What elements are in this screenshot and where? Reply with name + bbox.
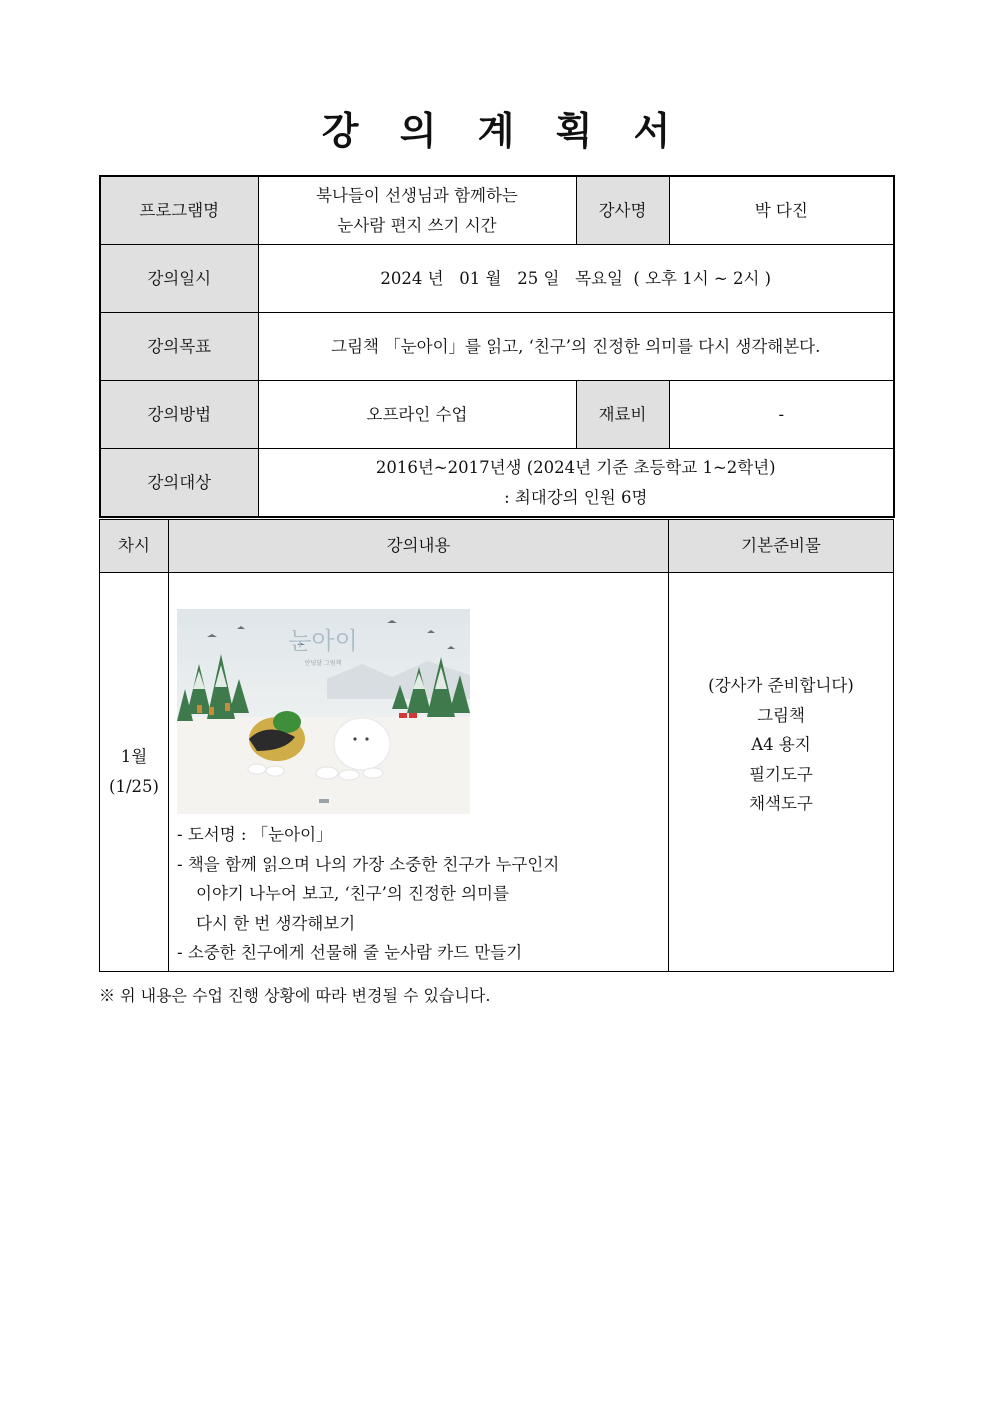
program-line2: 눈사람 편지 쓰기 시간 <box>337 215 497 235</box>
session-row <box>100 573 894 972</box>
bullet-read-together-cont2: 다시 한 번 생각해보기 <box>196 913 356 933</box>
goal-row <box>100 313 894 381</box>
session-date: (1/25) <box>109 777 159 796</box>
materials-cell <box>669 573 894 972</box>
session-cell <box>100 573 169 972</box>
goal-value: 그림책 「눈아이」를 읽고, ‘친구’의 진정한 의미를 다시 생각해본다. <box>258 313 894 381</box>
instructor-name: 박 다진 <box>669 176 894 245</box>
date-label: 강의일시 <box>100 245 258 313</box>
content-cell <box>169 573 669 972</box>
bullet-read-together-cont: 이야기 나누어 보고, ‘친구’의 진정한 의미를 <box>196 884 509 903</box>
content-bullets <box>177 820 668 968</box>
material-a4-paper: A4 용지 <box>751 735 811 754</box>
content-header: 강의내용 <box>169 520 669 573</box>
target-row <box>100 449 894 518</box>
fee-value: - <box>669 381 894 449</box>
program-line1: 북나들이 선생님과 함께하는 <box>316 185 518 205</box>
program-row <box>100 176 894 245</box>
session-month: 1월 <box>120 747 148 766</box>
bullet-book-title: - 도서명 : 「눈아이」 <box>177 825 333 844</box>
target-line1: 2016년~2017년생 (2024년 기준 초등학교 1~2학년) <box>375 457 776 477</box>
materials-header: 기본준비물 <box>669 520 894 573</box>
material-writing-tools: 필기도구 <box>749 764 813 784</box>
session-header: 차시 <box>100 520 169 573</box>
target-label: 강의대상 <box>100 449 258 518</box>
instructor-label: 강사명 <box>576 176 669 245</box>
document-title: 강 의 계 획 서 <box>321 109 685 153</box>
material-picture-book: 그림책 <box>757 705 805 725</box>
schedule-table <box>99 519 894 972</box>
fee-label: 재료비 <box>576 381 669 449</box>
target-line2: : 최대강의 인원 6명 <box>504 487 648 507</box>
date-row <box>100 245 894 313</box>
bullet-read-together: - 책을 함께 읽으며 나의 가장 소중한 친구가 누구인지 <box>177 854 560 874</box>
book-cover-subtitle: 안녕달 그림책 <box>304 660 342 667</box>
materials-note: (강사가 준비합니다) <box>708 676 854 695</box>
program-value <box>258 176 576 245</box>
bullet-make-card: - 소중한 친구에게 선물해 줄 눈사람 카드 만들기 <box>177 943 523 962</box>
method-value: 오프라인 수업 <box>258 381 576 449</box>
schedule-header-row <box>100 520 894 573</box>
lecture-info-table <box>99 175 895 518</box>
program-label: 프로그램명 <box>100 176 258 245</box>
target-value <box>258 449 894 518</box>
goal-label: 강의목표 <box>100 313 258 381</box>
date-value: 2024 년 01 월 25 일 목요일 ( 오후 1시 ~ 2시 ) <box>258 245 894 313</box>
method-label: 강의방법 <box>100 381 258 449</box>
footnote: ※ 위 내용은 수업 진행 상황에 따라 변경될 수 있습니다. <box>99 986 491 1005</box>
book-cover-image <box>177 609 470 814</box>
method-row <box>100 381 894 449</box>
material-coloring-tools: 채색도구 <box>749 794 813 813</box>
book-cover-title: 눈아이 <box>288 627 358 655</box>
